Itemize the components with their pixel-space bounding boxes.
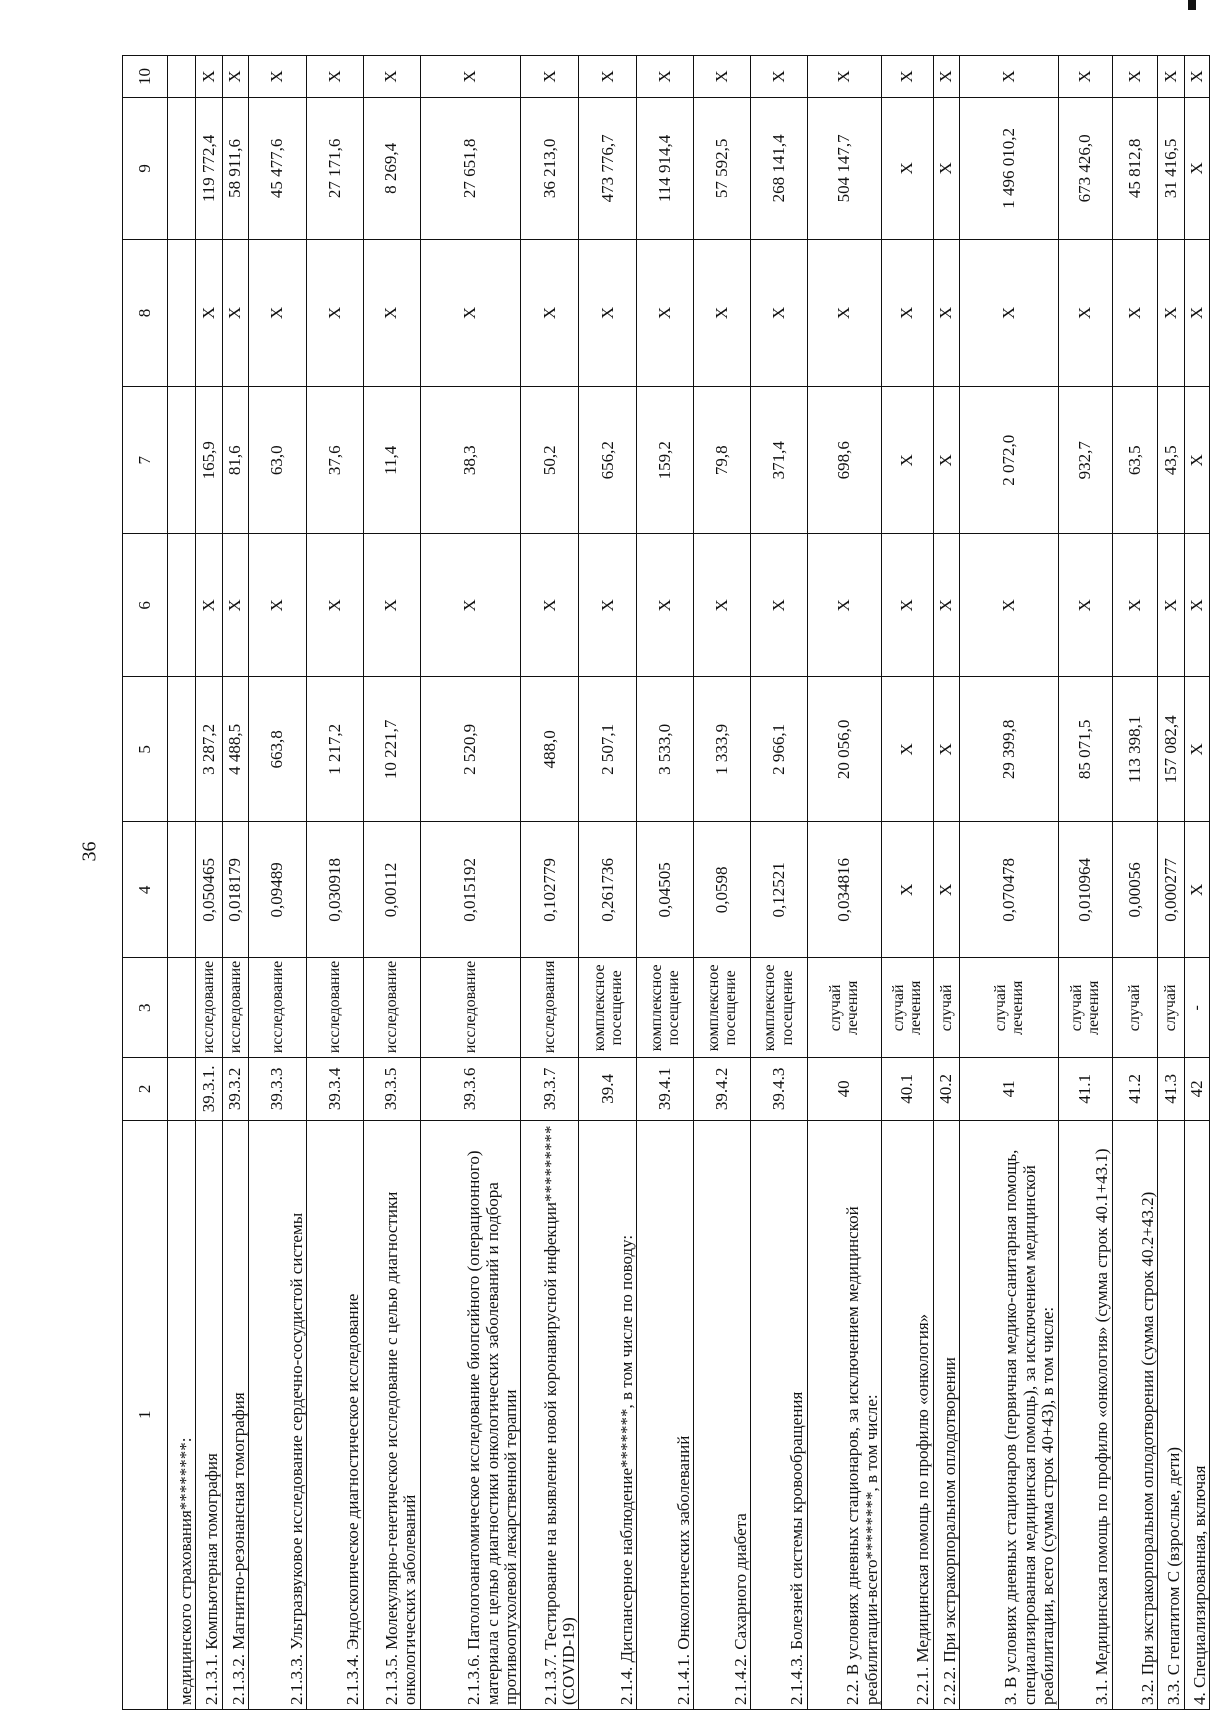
value-cell-c6: X (1058, 534, 1112, 677)
header-cell: 3 (123, 958, 168, 1058)
value-cell-c7: 63,5 (1112, 387, 1157, 534)
value-cell-c5: 3 287,2 (196, 677, 222, 822)
table-row (1112, 56, 1157, 1710)
value-cell-c9: 268 141,4 (750, 98, 807, 240)
table-row (807, 56, 881, 1710)
table-row (579, 56, 637, 1710)
row-code-cell (168, 1058, 196, 1120)
row-name-cell: 2.1.4.1. Онкологических заболеваний (637, 1120, 694, 1709)
unit-cell: комплексное посещение (637, 958, 694, 1058)
value-cell-c5: 488,0 (521, 677, 579, 822)
header-row (123, 56, 168, 1710)
value-cell-c6: X (960, 534, 1058, 677)
value-cell-c4: 0,0598 (694, 822, 751, 958)
row-code-cell: 41.3 (1158, 1058, 1184, 1120)
unit-cell: исследование (420, 958, 521, 1058)
value-cell-c7 (168, 387, 196, 534)
row-name-cell: 2.2. В условиях дневных стационаров, за исключением медицинской реабилитации-всего********, в том числе: (807, 1120, 881, 1709)
value-cell-c9: 1 496 010,2 (960, 98, 1058, 240)
unit-cell (168, 958, 196, 1058)
value-cell-c8: X (249, 239, 307, 386)
value-cell-c5: 29 399,8 (960, 677, 1058, 822)
value-cell-c4: 0,030918 (307, 822, 364, 958)
row-code-cell: 41.1 (1058, 1058, 1112, 1120)
row-name-cell: 3.1. Медицинская помощь по профилю «онкология» (сумма строк 40.1+43.1) (1058, 1120, 1112, 1709)
value-cell-c7: 63,0 (249, 387, 307, 534)
value-cell-c5: 1 333,9 (694, 677, 751, 822)
row-code-cell: 41.2 (1112, 1058, 1157, 1120)
header-cell: 9 (123, 98, 168, 240)
value-cell-c9: 36 213,0 (521, 98, 579, 240)
value-cell-c10: X (1158, 56, 1184, 98)
value-cell-c4: 0,034816 (807, 822, 881, 958)
header-cell: 4 (123, 822, 168, 958)
unit-cell: исследование (307, 958, 364, 1058)
value-cell-c7: 37,6 (307, 387, 364, 534)
value-cell-c10: X (222, 56, 248, 98)
value-cell-c7: 656,2 (579, 387, 637, 534)
table-row (168, 56, 196, 1710)
unit-cell: случай лечения (960, 958, 1058, 1058)
value-cell-c8: X (933, 239, 959, 386)
value-cell-c6: X (307, 534, 364, 677)
table-row (933, 56, 959, 1710)
table-row (750, 56, 807, 1710)
value-cell-c9 (168, 98, 196, 240)
table-row (637, 56, 694, 1710)
value-cell-c7: 2 072,0 (960, 387, 1058, 534)
value-cell-c5: 1 217,2 (307, 677, 364, 822)
value-cell-c8: X (521, 239, 579, 386)
value-cell-c8: X (750, 239, 807, 386)
value-cell-c4: X (933, 822, 959, 958)
value-cell-c8: X (363, 239, 420, 386)
value-cell-c7: 81,6 (222, 387, 248, 534)
header-cell: 10 (123, 56, 168, 98)
value-cell-c4: 0,102779 (521, 822, 579, 958)
table-row (196, 56, 222, 1710)
row-code-cell: 39.4.2 (694, 1058, 751, 1120)
row-name-cell: 3.2. При экстракорпоральном оплодотворении (сумма строк 40.2+43.2) (1112, 1120, 1157, 1709)
value-cell-c6 (168, 534, 196, 677)
table-row (1058, 56, 1112, 1710)
table-row (1184, 56, 1209, 1710)
value-cell-c9: 119 772,4 (196, 98, 222, 240)
unit-cell: исследование (196, 958, 222, 1058)
value-cell-c10: X (1058, 56, 1112, 98)
unit-cell: исследования (521, 958, 579, 1058)
row-name-cell: 2.1.3.4. Эндоскопическое диагностическое исследование (307, 1120, 364, 1709)
table-row (249, 56, 307, 1710)
row-name-cell: медицинского страхования********: (168, 1120, 196, 1709)
value-cell-c7: 159,2 (637, 387, 694, 534)
value-cell-c5: 663,8 (249, 677, 307, 822)
value-cell-c8: X (1158, 239, 1184, 386)
value-cell-c10: X (196, 56, 222, 98)
value-cell-c9: 57 592,5 (694, 98, 751, 240)
value-cell-c6: X (420, 534, 521, 677)
value-cell-c6: X (933, 534, 959, 677)
header-cell: 1 (123, 1120, 168, 1709)
value-cell-c6: X (363, 534, 420, 677)
unit-cell: случай лечения (1058, 958, 1112, 1058)
value-cell-c6: X (750, 534, 807, 677)
value-cell-c8: X (1058, 239, 1112, 386)
row-name-cell: 2.1.3.5. Молекулярно-генетическое исследование с целью диагностики онкологических заболеваний (363, 1120, 420, 1709)
row-name-cell: 2.1.3.1. Компьютерная томография (196, 1120, 222, 1709)
row-code-cell: 39.3.1. (196, 1058, 222, 1120)
page-number: 36 (78, 841, 101, 862)
value-cell-c9: 673 426,0 (1058, 98, 1112, 240)
unit-cell: исследование (222, 958, 248, 1058)
header-cell: 8 (123, 239, 168, 386)
unit-cell: комплексное посещение (750, 958, 807, 1058)
value-cell-c7: 11,4 (363, 387, 420, 534)
value-cell-c5: 113 398,1 (1112, 677, 1157, 822)
value-cell-c9: 58 911,6 (222, 98, 248, 240)
row-name-cell: 2.1.3.7. Тестирование на выявление новой коронавирусной инфекции********* (COVID-19) (521, 1120, 579, 1709)
header-cell: 7 (123, 387, 168, 534)
value-cell-c6: X (694, 534, 751, 677)
value-cell-c4: 0,12521 (750, 822, 807, 958)
row-name-cell: 2.1.3.2. Магнитно-резонансная томография (222, 1120, 248, 1709)
value-cell-c9: 31 416,5 (1158, 98, 1184, 240)
header-cell: 5 (123, 677, 168, 822)
row-code-cell: 39.3.3 (249, 1058, 307, 1120)
unit-cell: исследование (249, 958, 307, 1058)
table-row (363, 56, 420, 1710)
table-row (420, 56, 521, 1710)
row-code-cell: 39.4 (579, 1058, 637, 1120)
row-name-cell: 4. Специализированная, включая (1184, 1120, 1209, 1709)
value-cell-c8: X (637, 239, 694, 386)
value-cell-c9: 473 776,7 (579, 98, 637, 240)
row-name-cell: 2.1.3.3. Ультразвуковое исследование сердечно-сосудистой системы (249, 1120, 307, 1709)
value-cell-c9: 45 812,8 (1112, 98, 1157, 240)
table-row (694, 56, 751, 1710)
table-row (882, 56, 934, 1710)
unit-cell: случай (1112, 958, 1157, 1058)
value-cell-c5: 10 221,7 (363, 677, 420, 822)
value-cell-c7: 79,8 (694, 387, 751, 534)
value-cell-c5: 20 056,0 (807, 677, 881, 822)
value-cell-c10: X (694, 56, 751, 98)
unit-cell: случай лечения (807, 958, 881, 1058)
value-cell-c9: 45 477,6 (249, 98, 307, 240)
value-cell-c7: 698,6 (807, 387, 881, 534)
value-cell-c6: X (1158, 534, 1184, 677)
value-cell-c7: 50,2 (521, 387, 579, 534)
value-cell-c8: X (1112, 239, 1157, 386)
value-cell-c5 (168, 677, 196, 822)
table-row (521, 56, 579, 1710)
row-name-cell: 2.1.4.2. Сахарного диабета (694, 1120, 751, 1709)
value-cell-c10: X (420, 56, 521, 98)
row-name-cell: 3. В условиях дневных стационаров (первичная медико-санитарная помощь, специализированная медицинская помощь), за исключением медицинской реабилитации, всего (сумма строк 40+43), в том числе: (960, 1120, 1058, 1709)
value-cell-c8: X (222, 239, 248, 386)
value-cell-c4: 0,00056 (1112, 822, 1157, 958)
value-cell-c6: X (222, 534, 248, 677)
value-cell-c8: X (694, 239, 751, 386)
value-cell-c6: X (1184, 534, 1209, 677)
value-cell-c4: 0,015192 (420, 822, 521, 958)
value-cell-c6: X (521, 534, 579, 677)
row-name-cell: 2.1.4. Диспансерное наблюдение*******, в том числе по поводу: (579, 1120, 637, 1709)
value-cell-c10: X (1112, 56, 1157, 98)
value-cell-c9: X (1184, 98, 1209, 240)
value-cell-c8: X (307, 239, 364, 386)
row-code-cell: 40 (807, 1058, 881, 1120)
value-cell-c5: 2 966,1 (750, 677, 807, 822)
unit-cell: исследование (363, 958, 420, 1058)
value-cell-c8: X (579, 239, 637, 386)
value-cell-c4: 0,000277 (1158, 822, 1184, 958)
value-cell-c10: X (637, 56, 694, 98)
row-name-cell: 3.3. С гепатитом С (взрослые, дети) (1158, 1120, 1184, 1709)
row-code-cell: 39.3.6 (420, 1058, 521, 1120)
value-cell-c10: X (882, 56, 934, 98)
header-cell: 6 (123, 534, 168, 677)
value-cell-c7: X (1184, 387, 1209, 534)
value-cell-c10: X (363, 56, 420, 98)
value-cell-c4: 0,09489 (249, 822, 307, 958)
value-cell-c8: X (1184, 239, 1209, 386)
row-name-cell: 2.2.2. При экстракорпоральном оплодотворении (933, 1120, 959, 1709)
value-cell-c5: 4 488,5 (222, 677, 248, 822)
row-code-cell: 40.2 (933, 1058, 959, 1120)
value-cell-c4: 0,00112 (363, 822, 420, 958)
value-cell-c10: X (249, 56, 307, 98)
value-cell-c10: X (933, 56, 959, 98)
row-code-cell: 39.3.2 (222, 1058, 248, 1120)
rotated-table-page (122, 55, 1210, 1710)
value-cell-c5: 3 533,0 (637, 677, 694, 822)
value-cell-c4: X (1184, 822, 1209, 958)
value-cell-c7: 371,4 (750, 387, 807, 534)
value-cell-c10: X (807, 56, 881, 98)
row-code-cell: 39.3.5 (363, 1058, 420, 1120)
header-cell: 2 (123, 1058, 168, 1120)
value-cell-c8: X (807, 239, 881, 386)
value-cell-c10: X (1184, 56, 1209, 98)
value-cell-c6: X (807, 534, 881, 677)
value-cell-c4: 0,018179 (222, 822, 248, 958)
value-cell-c8: X (420, 239, 521, 386)
data-table (122, 55, 1210, 1710)
value-cell-c8: X (196, 239, 222, 386)
value-cell-c6: X (637, 534, 694, 677)
value-cell-c9: X (882, 98, 934, 240)
value-cell-c6: X (249, 534, 307, 677)
value-cell-c6: X (196, 534, 222, 677)
value-cell-c9: 27 651,8 (420, 98, 521, 240)
value-cell-c5: X (1184, 677, 1209, 822)
value-cell-c7: 932,7 (1058, 387, 1112, 534)
unit-cell: комплексное посещение (694, 958, 751, 1058)
value-cell-c5: 157 082,4 (1158, 677, 1184, 822)
value-cell-c10: X (960, 56, 1058, 98)
row-name-cell: 2.1.3.6. Патологоанатомическое исследование биопсийного (операционного) материала с целью диагностики онкологических заболеваний и подбора противоопухолевой лекарственной терапии (420, 1120, 521, 1709)
unit-cell: комплексное посещение (579, 958, 637, 1058)
value-cell-c4: 0,050465 (196, 822, 222, 958)
table-row (960, 56, 1058, 1710)
unit-cell: - (1184, 958, 1209, 1058)
value-cell-c8 (168, 239, 196, 386)
value-cell-c10 (168, 56, 196, 98)
value-cell-c5: 85 071,5 (1058, 677, 1112, 822)
value-cell-c8: X (882, 239, 934, 386)
value-cell-c9: X (933, 98, 959, 240)
value-cell-c7: X (882, 387, 934, 534)
value-cell-c10: X (750, 56, 807, 98)
value-cell-c9: 8 269,4 (363, 98, 420, 240)
unit-cell: случай (933, 958, 959, 1058)
value-cell-c5: 2 507,1 (579, 677, 637, 822)
value-cell-c7: 43,5 (1158, 387, 1184, 534)
value-cell-c6: X (579, 534, 637, 677)
scan-corner-mark (1188, 0, 1196, 10)
row-code-cell: 40.1 (882, 1058, 934, 1120)
value-cell-c4: 0,070478 (960, 822, 1058, 958)
row-code-cell: 39.4.3 (750, 1058, 807, 1120)
row-code-cell: 41 (960, 1058, 1058, 1120)
value-cell-c4: 0,261736 (579, 822, 637, 958)
value-cell-c10: X (579, 56, 637, 98)
row-code-cell: 39.3.7 (521, 1058, 579, 1120)
value-cell-c8: X (960, 239, 1058, 386)
row-code-cell: 39.3.4 (307, 1058, 364, 1120)
table-row (222, 56, 248, 1710)
row-code-cell: 42 (1184, 1058, 1209, 1120)
value-cell-c9: 27 171,6 (307, 98, 364, 240)
value-cell-c4: X (882, 822, 934, 958)
value-cell-c9: 114 914,4 (637, 98, 694, 240)
table-row (1158, 56, 1184, 1710)
row-code-cell: 39.4.1 (637, 1058, 694, 1120)
value-cell-c10: X (307, 56, 364, 98)
value-cell-c5: 2 520,9 (420, 677, 521, 822)
unit-cell: случай лечения (882, 958, 934, 1058)
value-cell-c5: X (882, 677, 934, 822)
value-cell-c7: X (933, 387, 959, 534)
value-cell-c4 (168, 822, 196, 958)
row-name-cell: 2.1.4.3. Болезней системы кровообращения (750, 1120, 807, 1709)
value-cell-c5: X (933, 677, 959, 822)
value-cell-c4: 0,04505 (637, 822, 694, 958)
table-row (307, 56, 364, 1710)
value-cell-c6: X (1112, 534, 1157, 677)
value-cell-c9: 504 147,7 (807, 98, 881, 240)
row-name-cell: 2.2.1. Медицинская помощь по профилю «онкология» (882, 1120, 934, 1709)
value-cell-c4: 0,010964 (1058, 822, 1112, 958)
value-cell-c7: 165,9 (196, 387, 222, 534)
value-cell-c7: 38,3 (420, 387, 521, 534)
unit-cell: случай (1158, 958, 1184, 1058)
value-cell-c10: X (521, 56, 579, 98)
value-cell-c6: X (882, 534, 934, 677)
